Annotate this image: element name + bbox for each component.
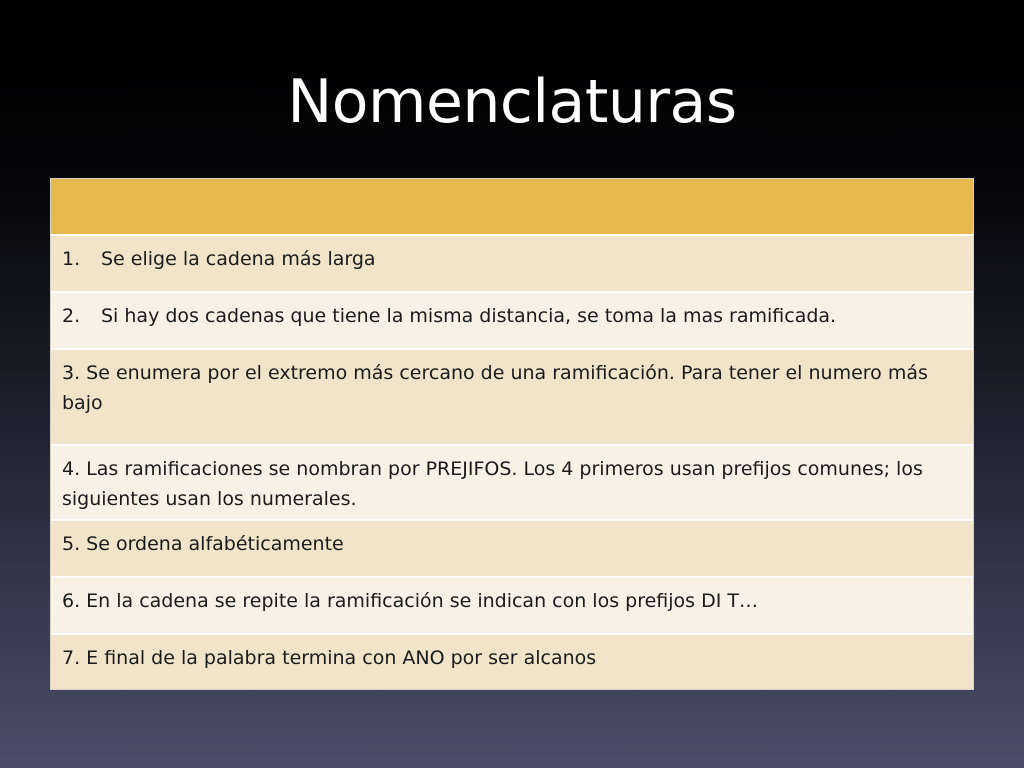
row-number: 1. [62,248,81,270]
slide-title: Nomenclaturas [287,67,737,137]
table-row [51,236,973,293]
table-row [51,578,973,635]
row-text: 5. Se ordena alfabéticamente [62,533,344,555]
table-row [51,446,973,521]
row-text: 3. Se enumera por el extremo más cercano de una ramificación. Para tener el numero más bajo [62,362,928,414]
table-row [51,635,973,689]
row-number: 2. [62,305,81,327]
table-row [51,293,973,350]
row-text: 6. En la cadena se repite la ramificación se indican con los prefijos DI T… [62,590,758,612]
row-text: Se elige la cadena más larga [101,248,376,270]
row-text: Si hay dos cadenas que tiene la misma distancia, se toma la mas ramificada. [101,305,837,327]
rules-table [50,178,974,690]
row-text: 4. Las ramificaciones se nombran por PREJIFOS. Los 4 primeros usan prefijos comunes; los siguientes usan los numerales. [62,458,923,510]
table-row [51,350,973,446]
row-text: 7. E final de la palabra termina con ANO por ser alcanos [62,647,597,669]
table-header-row [51,179,973,236]
table-row [51,521,973,578]
